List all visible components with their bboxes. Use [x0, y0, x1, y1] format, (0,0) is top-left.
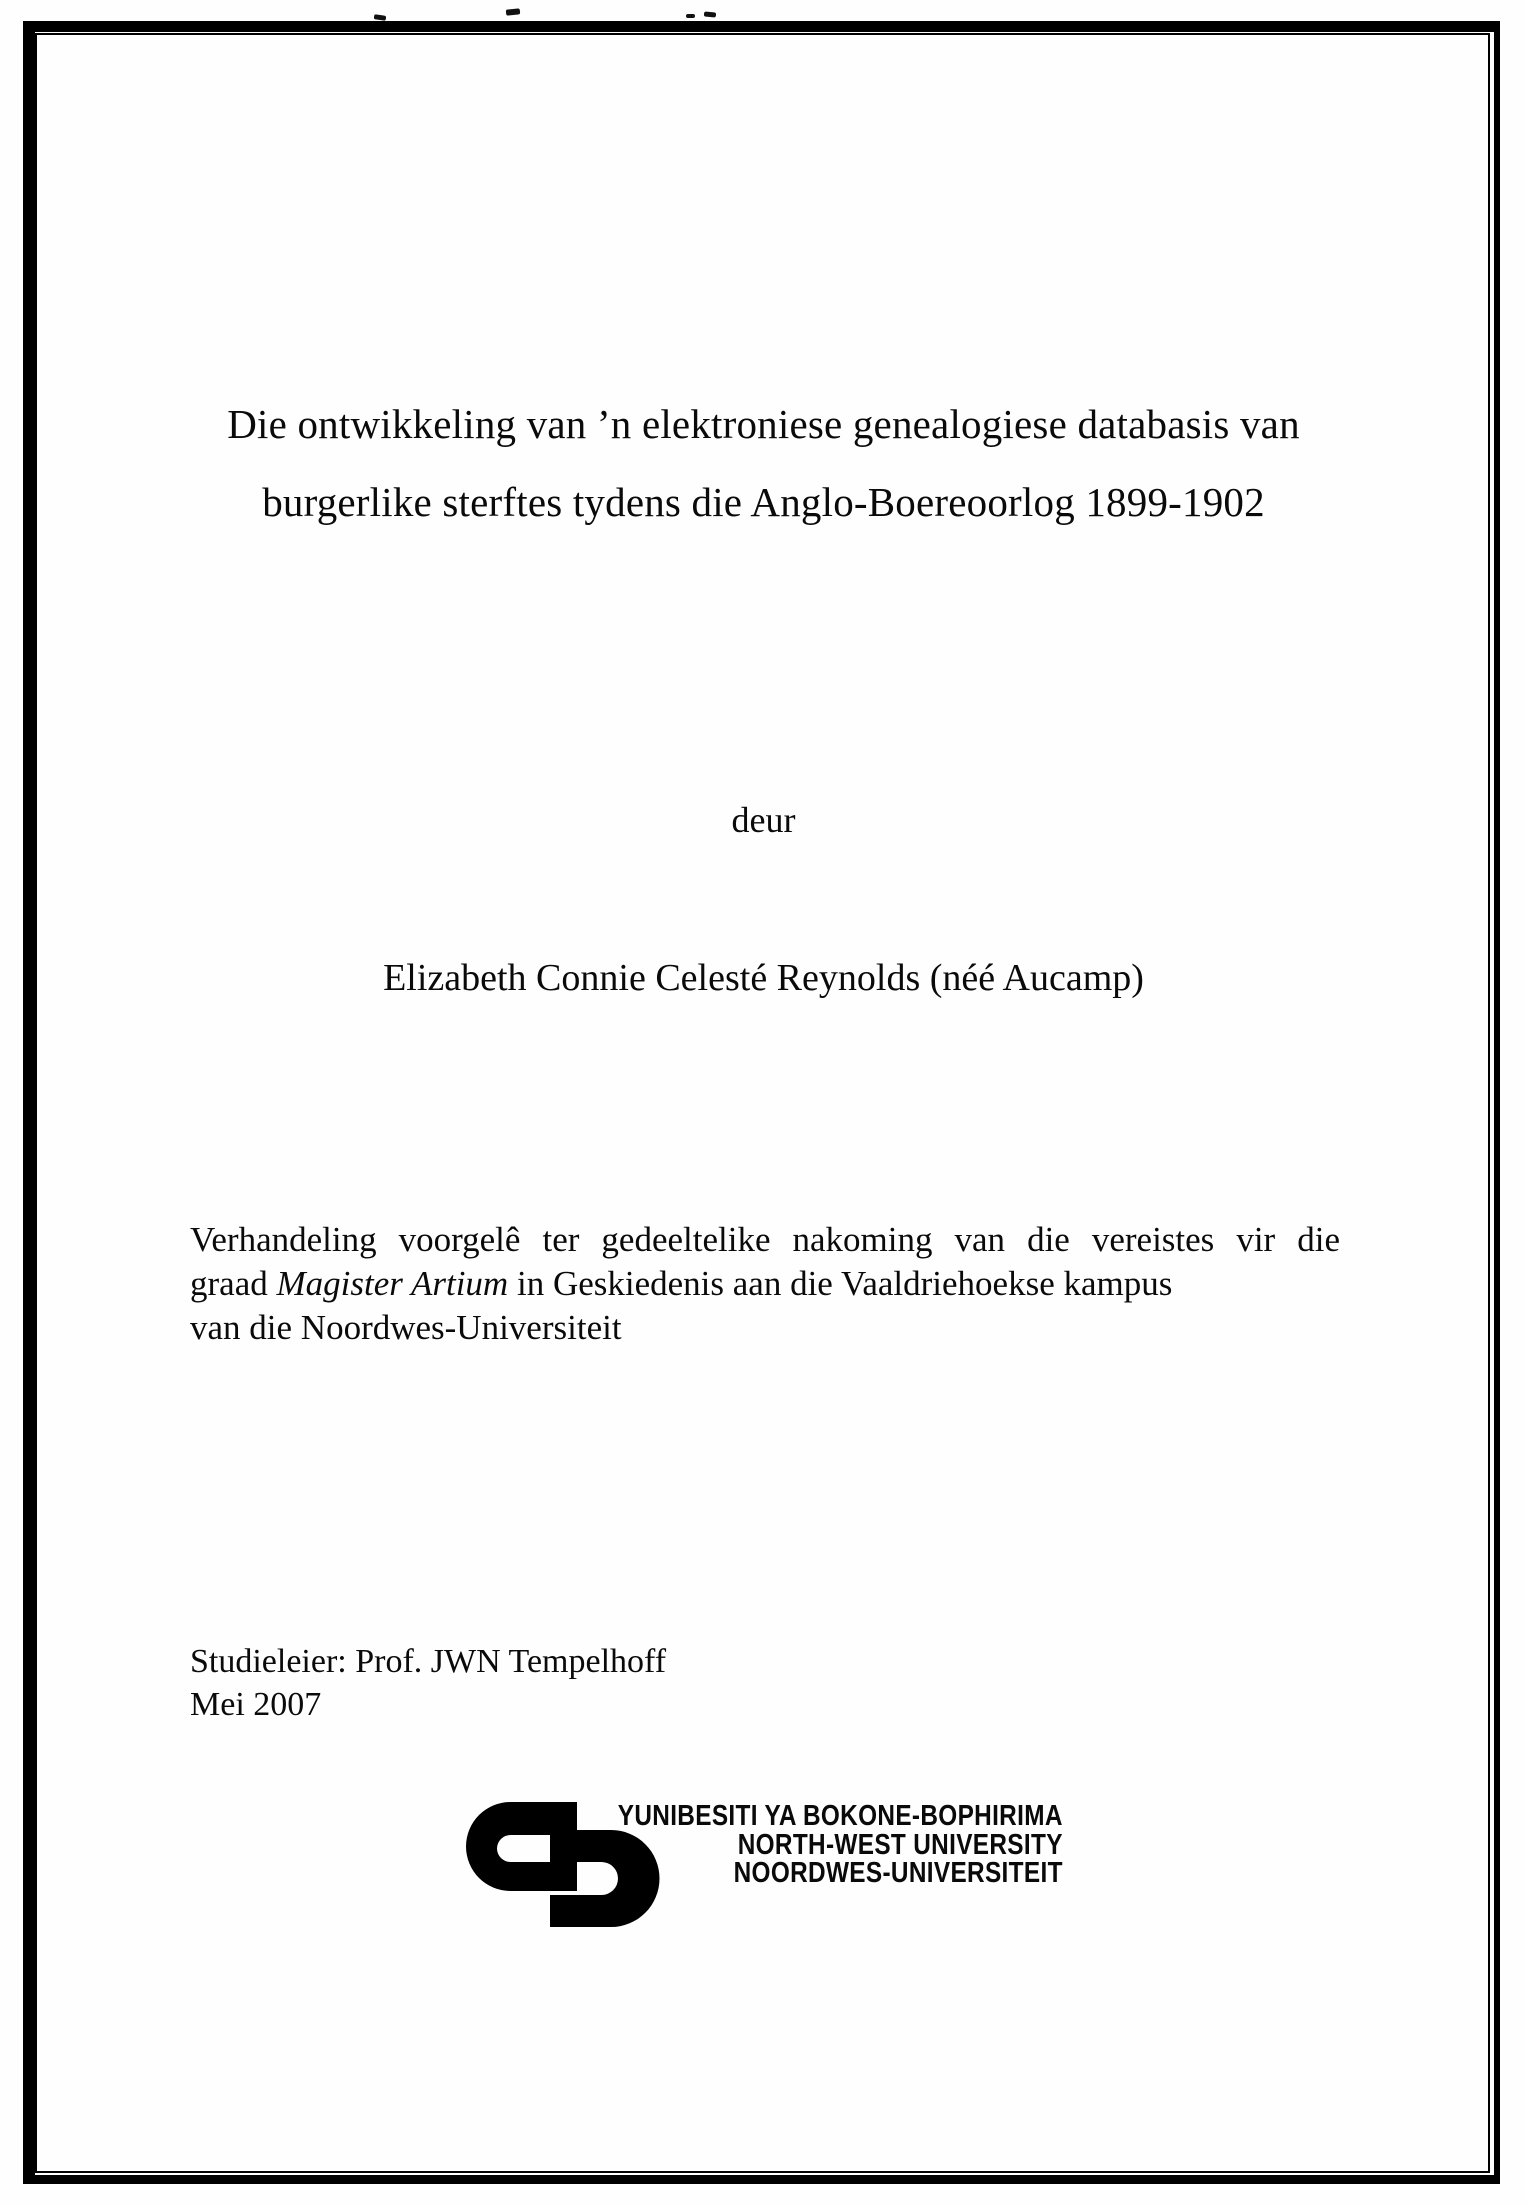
statement-line-1: Verhandeling voorgelê ter gedeeltelike nakoming van die vereistes vir die [190, 1220, 1340, 1259]
byline-deur: deur [731, 800, 796, 840]
logo-line-setswana: YUNIBESITI YA BOKONE-BOPHIRIMA [617, 1800, 1063, 1832]
scan-artifact [506, 8, 521, 15]
date-line: Mei 2007 [190, 1686, 322, 1723]
supervisor-block [190, 1640, 666, 1726]
scan-artifact [374, 14, 387, 21]
statement-line-2-suffix: in Geskiedenis aan die Vaaldriehoekse kampus [508, 1264, 1173, 1303]
author-name: Elizabeth Connie Celesté Reynolds (néé Aucamp) [383, 957, 1144, 999]
thesis-title [95, 385, 1432, 541]
supervisor-line: Studieleier: Prof. JWN Tempelhoff [190, 1643, 667, 1680]
degree-name: Magister Artium [276, 1264, 509, 1303]
scan-artifact [704, 11, 716, 17]
university-logo [463, 1800, 1063, 1932]
statement-line-3: van die Noordwes-Universiteit [190, 1308, 622, 1347]
logo-line-english: NORTH-WEST UNIVERSITY [737, 1828, 1063, 1861]
title-line-2: burgerlike sterftes tydens die Anglo-Boereoorlog 1899-1902 [262, 479, 1265, 525]
statement-line-2-prefix: graad [190, 1264, 277, 1303]
title-line-1: Die ontwikkeling van ’n elektroniese genealogiese databasis van [227, 401, 1300, 447]
logo-line-afrikaans: NOORDWES-UNIVERSITEIT [733, 1857, 1063, 1889]
scan-artifact [686, 14, 695, 18]
statement-line-2 [190, 1262, 1340, 1306]
university-logo-text [618, 1802, 1063, 1888]
degree-statement [190, 1218, 1340, 1350]
